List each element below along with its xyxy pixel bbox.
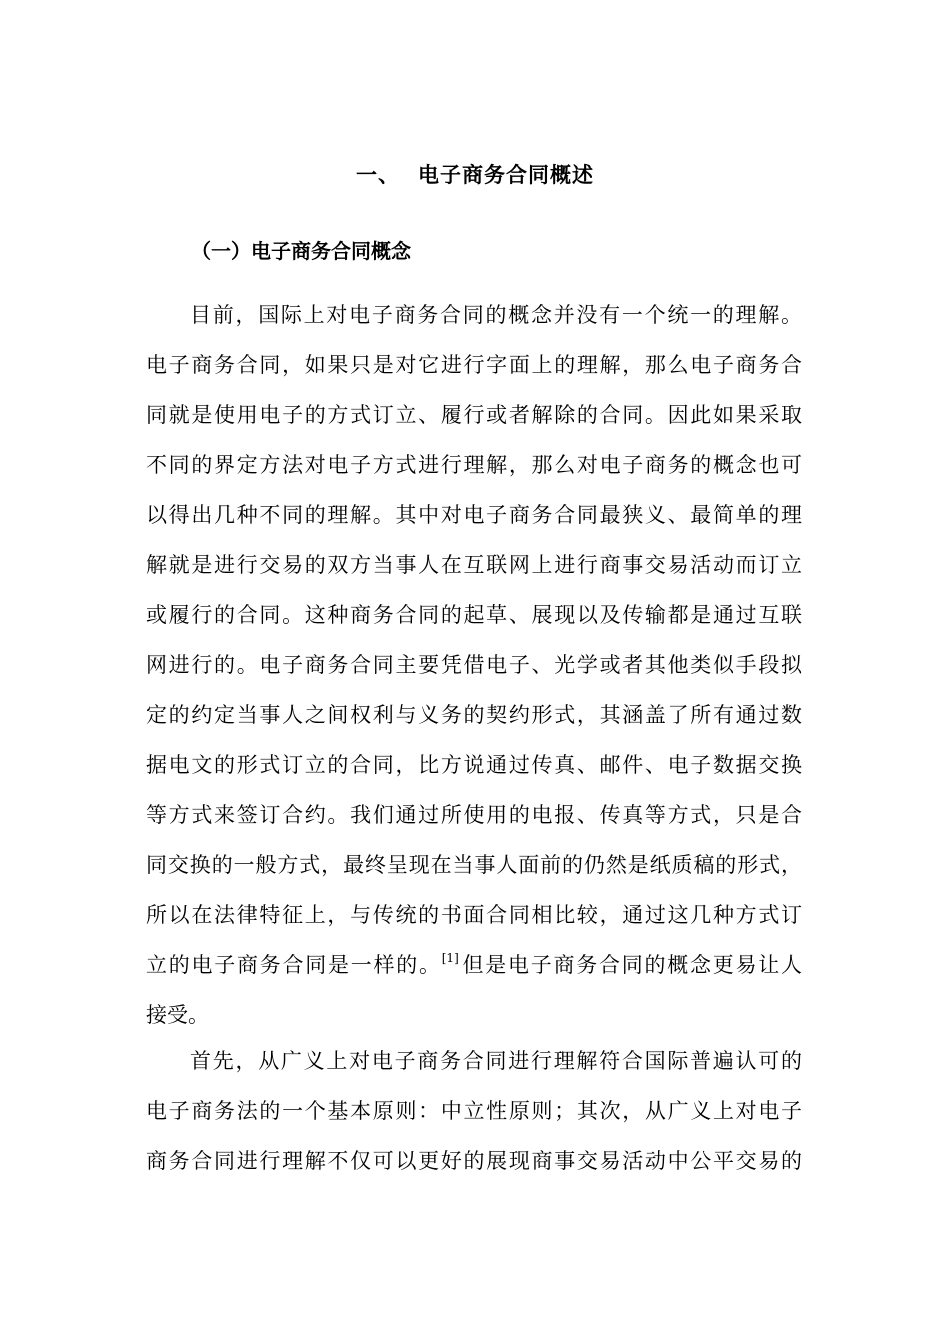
paragraph-line: 据电文的形式订立的合同，比方说通过传真、邮件、电子数据交换	[146, 753, 802, 777]
line-text: 立的电子商务合同是一样的。	[146, 953, 442, 977]
section-heading-number: 一、	[356, 163, 400, 187]
section-heading	[0, 158, 950, 192]
paragraph-broad-understanding	[146, 1036, 802, 1186]
paragraph-line: 电子商务法的一个基本原则：中立性原则；其次，从广义上对电子	[146, 1099, 802, 1123]
paragraph-line: 接受。	[146, 1003, 209, 1027]
paragraph-line: 同就是使用电子的方式订立、履行或者解除的合同。因此如果采取	[146, 403, 802, 427]
section-heading-text: 电子商务合同概述	[418, 163, 594, 187]
paragraph-line: 定的约定当事人之间权利与义务的契约形式，其涵盖了所有通过数	[146, 703, 802, 727]
paragraph-line: 同交换的一般方式，最终呈现在当事人面前的仍然是纸质稿的形式，	[146, 853, 802, 877]
paragraph-line: 首先，从广义上对电子商务合同进行理解符合国际普遍认可的	[190, 1049, 802, 1073]
paragraph-line-with-citation	[146, 940, 802, 990]
paragraph-line: 目前，国际上对电子商务合同的概念并没有一个统一的理解。	[190, 303, 802, 327]
paragraph-line: 等方式来签订合约。我们通过所使用的电报、传真等方式，只是合	[146, 803, 802, 827]
paragraph-line: 或履行的合同。这种商务合同的起草、展现以及传输都是通过互联	[146, 603, 802, 627]
paragraph-line: 所以在法律特征上，与传统的书面合同相比较，通过这几种方式订	[146, 903, 802, 927]
citation-reference[interactable]: [1]	[441, 951, 459, 965]
paragraph-line: 商务合同进行理解不仅可以更好的展现商事交易活动中公平交易的	[146, 1149, 802, 1173]
subsection-heading: （一）电子商务合同概念	[191, 239, 411, 263]
paragraph-line: 网进行的。电子商务合同主要凭借电子、光学或者其他类似手段拟	[146, 653, 802, 677]
paragraph-line: 电子商务合同，如果只是对它进行字面上的理解，那么电子商务合	[146, 353, 802, 377]
line-text: 但是电子商务合同的概念更易让人	[460, 953, 802, 977]
paragraph-concept	[146, 290, 802, 1040]
paragraph-line: 解就是进行交易的双方当事人在互联网上进行商事交易活动而订立	[146, 553, 802, 577]
paragraph-line: 不同的界定方法对电子方式进行理解，那么对电子商务的概念也可	[146, 453, 802, 477]
paragraph-line: 以得出几种不同的理解。其中对电子商务合同最狭义、最简单的理	[146, 503, 802, 527]
